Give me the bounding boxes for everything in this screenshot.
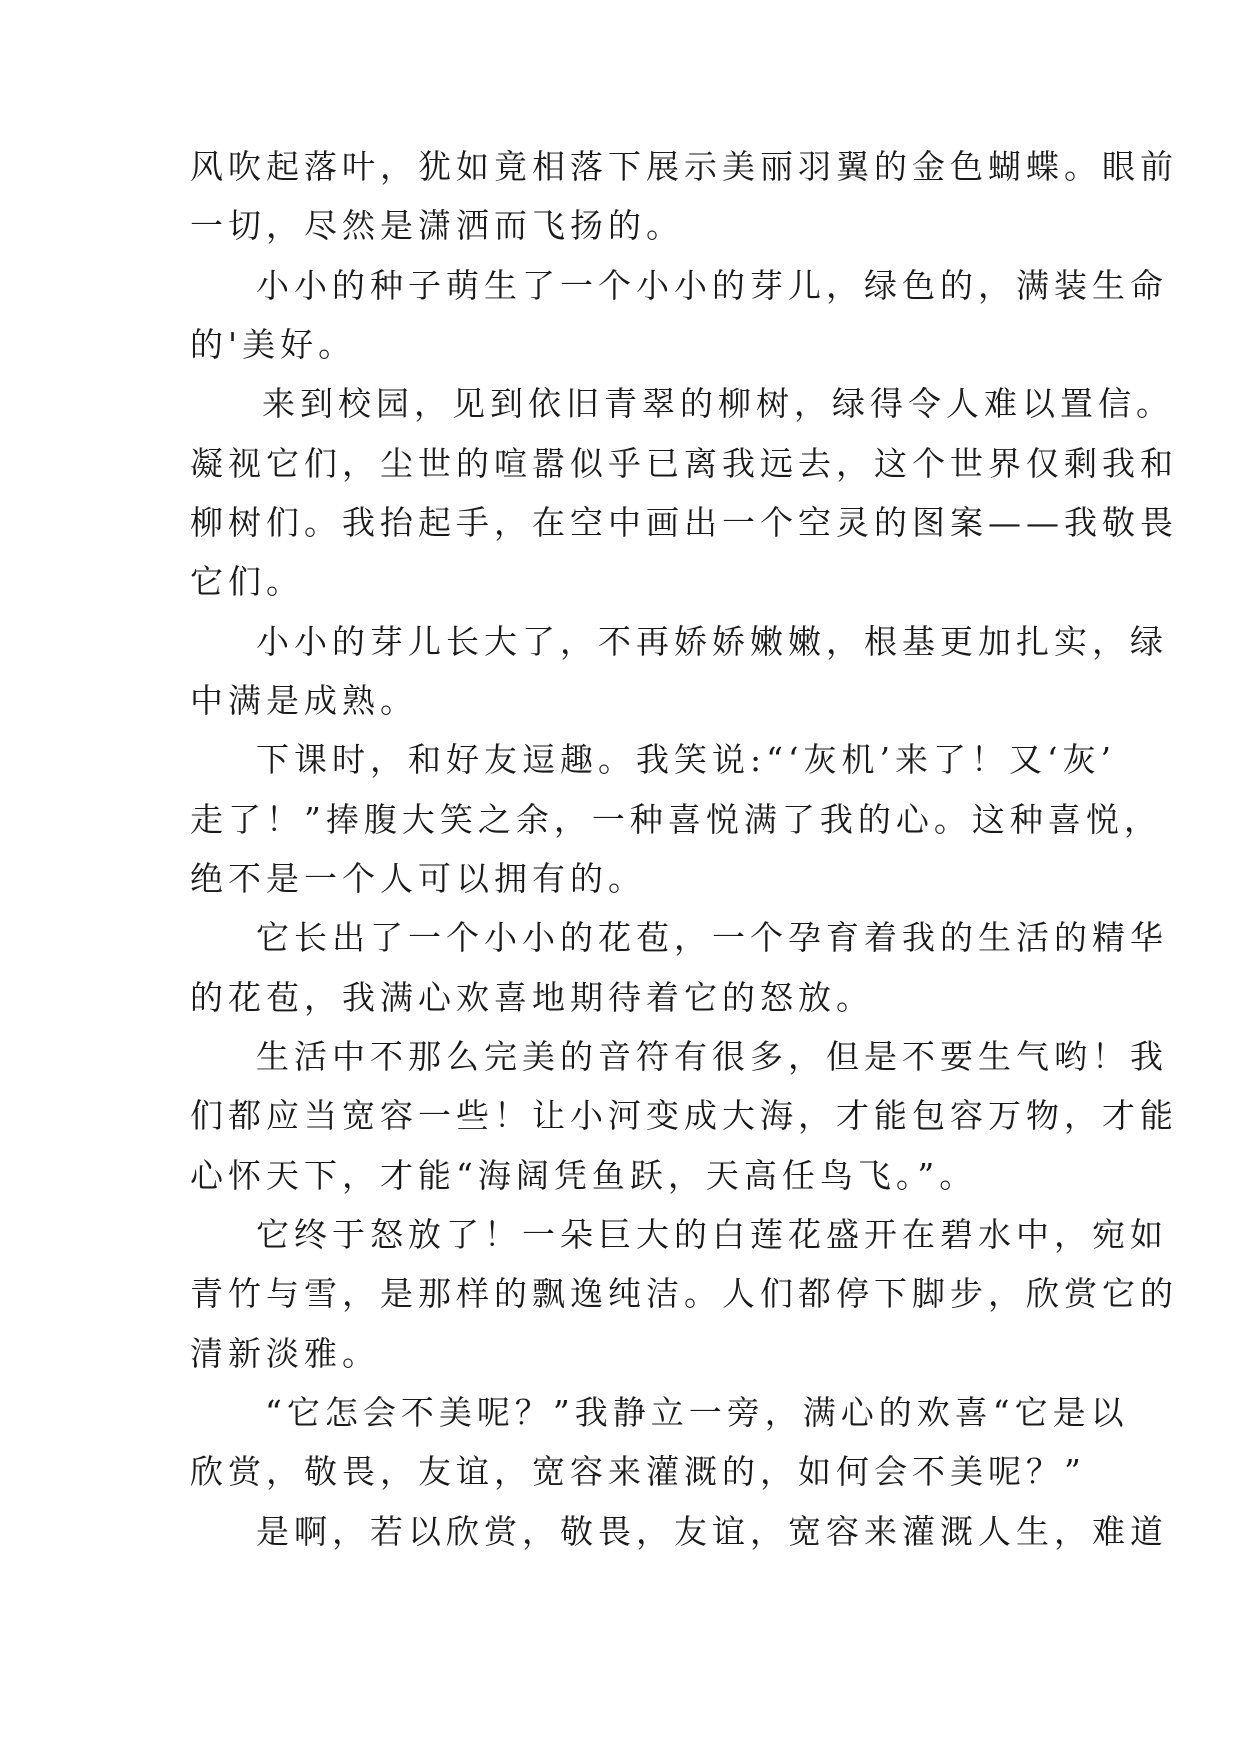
text-line: 凝视它们，尘世的喧嚣似乎已离我远去，这个世界仅剩我和 [190, 444, 1178, 483]
text-line: 走了！”捧腹大笑之余，一种喜悦满了我的心。这种喜悦， [190, 800, 1162, 839]
text-line: 它们。 [190, 562, 304, 601]
text-line: 青竹与雪，是那样的飘逸纯洁。人们都停下脚步，欣赏它的 [190, 1274, 1178, 1313]
text-line: 们都应当宽容一些！让小河变成大海，才能包容万物，才能 [190, 1096, 1178, 1135]
text-line: 柳树们。我抬起手，在空中画出一个空灵的图案——我敬畏 [190, 503, 1178, 542]
text-line: “它怎会不美呢？”我静立一旁，满心的欢喜“它是以 [265, 1393, 1129, 1432]
text-line: 小小的芽儿长大了，不再娇娇嫩嫩，根基更加扎实，绿 [256, 622, 1168, 661]
text-line: 清新淡雅。 [190, 1334, 380, 1373]
text-line: 是啊，若以欣赏，敬畏，友谊，宽容来灌溉人生，难道 [256, 1512, 1168, 1551]
text-line: 一切，尽然是潇洒而飞扬的。 [190, 206, 684, 245]
text-line: 风吹起落叶，犹如竟相落下展示美丽羽翼的金色蝴蝶。眼前 [190, 147, 1178, 186]
text-line: 的'美好。 [190, 325, 357, 364]
text-line: 下课时，和好友逗趣。我笑说:“‘灰机’来了！又‘灰’ [256, 740, 1116, 779]
text-line: 心怀天下，才能“海阔凭鱼跃，天高任鸟飞。”。 [190, 1156, 978, 1195]
text-line: 生活中不那么完美的音符有很多，但是不要生气哟！我 [256, 1037, 1168, 1076]
text-line: 小小的种子萌生了一个小小的芽儿，绿色的，满装生命 [256, 266, 1168, 305]
text-line: 绝不是一个人可以拥有的。 [190, 859, 646, 898]
text-line: 来到校园，见到依旧青翠的柳树，绿得令人难以置信。 [262, 384, 1174, 423]
text-line: 它长出了一个小小的花苞，一个孕育着我的生活的精华 [256, 918, 1168, 957]
text-line: 的花苞，我满心欢喜地期待着它的怒放。 [190, 978, 874, 1017]
text-line: 它终于怒放了！一朵巨大的白莲花盛开在碧水中，宛如 [256, 1215, 1168, 1254]
text-line: 欣赏，敬畏，友谊，宽容来灌溉的，如何会不美呢？” [190, 1452, 1086, 1491]
text-line: 中满是成熟。 [190, 681, 418, 720]
